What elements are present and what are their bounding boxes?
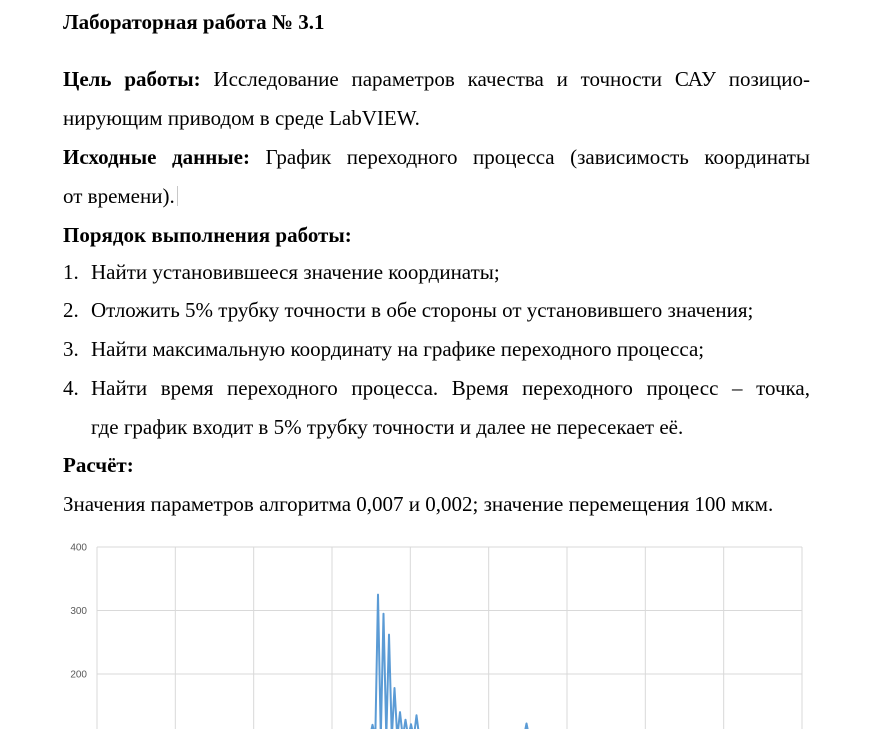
list-item-text: Отложить 5% трубку точности в обе стороны от установившего значения;	[91, 298, 754, 322]
list-item-number: 1.	[63, 260, 79, 284]
series-line-0	[370, 595, 530, 729]
source-paragraph-line2	[63, 184, 178, 208]
chart-gridlines-horizontal	[97, 547, 802, 674]
calc-heading: Расчёт:	[63, 453, 134, 477]
goal-paragraph-line1	[63, 67, 810, 91]
lab-title: Лабораторная работа № 3.1	[63, 10, 325, 34]
chart-series	[370, 595, 530, 729]
chart-gridlines-vertical	[97, 547, 802, 729]
text-cursor	[177, 186, 178, 206]
source-label: Исходные данные:	[63, 145, 250, 169]
source-text-line1: График переходного процесса (зависимость координаты	[250, 145, 810, 169]
list-item-text: Найти установившееся значение координаты;	[91, 260, 500, 284]
transient-chart	[60, 538, 810, 729]
y-tick-label: 300	[70, 606, 87, 617]
y-tick-label: 200	[70, 669, 87, 681]
calc-text: Значения параметров алгоритма 0,007 и 0,002; значение перемещения 100 мкм.	[63, 492, 774, 516]
source-paragraph-line1	[63, 145, 810, 169]
y-tick-label: 400	[70, 542, 87, 554]
goal-label: Цель работы:	[63, 67, 201, 91]
list-item-number: 2.	[63, 298, 79, 322]
list-item-number: 3.	[63, 337, 79, 361]
chart-y-tick-labels	[70, 543, 87, 681]
goal-text-line1: Исследование параметров качества и точности САУ позицио-	[200, 67, 810, 91]
list-item-text: Найти максимальную координату на графике переходного процесса;	[91, 337, 705, 361]
list-item-text: Найти время переходного процесса. Время переходного процесс – точка,	[91, 376, 810, 400]
procedure-heading: Порядок выполнения работы:	[63, 223, 352, 247]
source-text-line2: от времени).	[63, 184, 175, 208]
goal-text-line2: нирующим приводом в среде LabVIEW.	[63, 106, 420, 130]
list-item-number: 4.	[63, 376, 79, 400]
list-item-continuation: где график входит в 5% трубку точности и далее не пересекает её.	[91, 415, 684, 439]
